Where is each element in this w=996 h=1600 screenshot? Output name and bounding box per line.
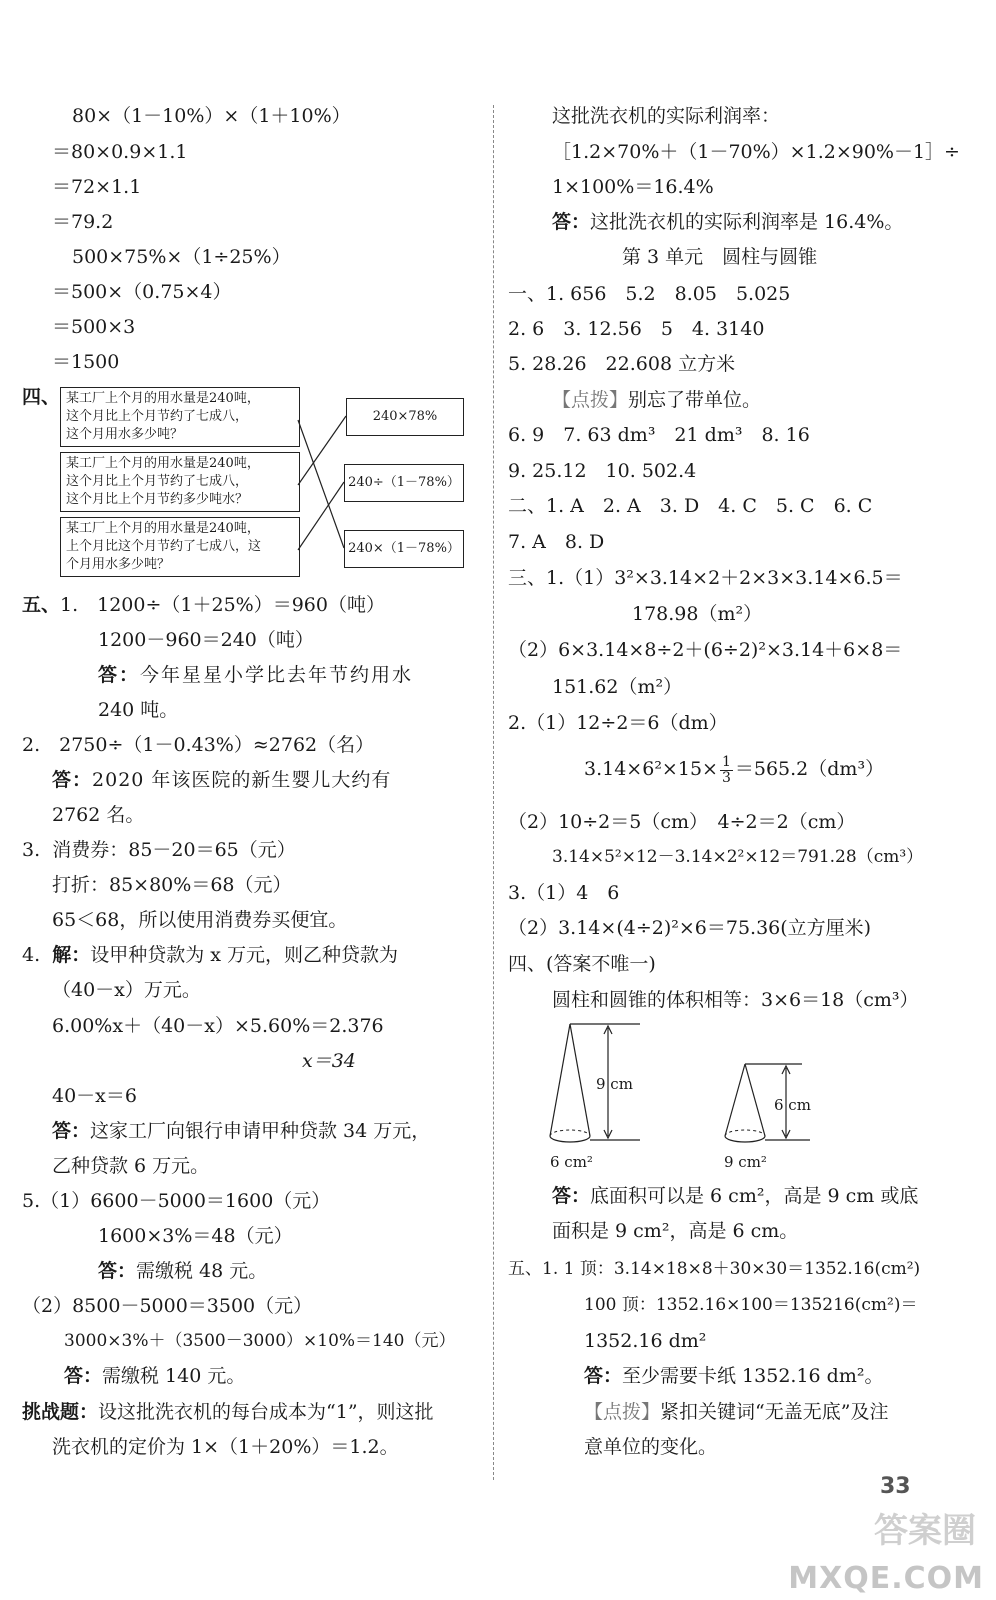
answer-line: 1200－960＝240（吨） [98, 629, 314, 651]
watermark: MXQE.COM [788, 1561, 984, 1596]
answer-line: 40－x＝6 [52, 1085, 137, 1107]
watermark-cn: 答案圈 [874, 1511, 976, 1551]
cone-base-label: 9 cm² [724, 1153, 767, 1171]
answer-line: 答：这家工厂向银行申请甲种贷款 34 万元， [52, 1120, 431, 1142]
answer-line: 一、1. 656 5.2 8.05 5.025 [508, 283, 791, 305]
match-question-box: 某工厂上个月的用水量是240吨， 这个月比上个月节约了七成八， 这个月比上个月节约多少吨水？ [60, 452, 300, 512]
answer-line: （2）6×3.14×8÷2＋(6÷2)²×3.14＋6×8＝ [508, 639, 903, 661]
answer-line: 100 顶：1352.16×100＝135216(cm²)＝ [584, 1295, 918, 1315]
answer-line: 乙种贷款 6 万元。 [52, 1155, 210, 1177]
answer-line: 五、1. 1 顶：3.14×18×8＋30×30＝1352.16(cm²) [508, 1259, 921, 1279]
match-answer-box: 240÷（1－78%） [344, 464, 464, 502]
answer-line: 打折：85×80%＝68（元） [52, 874, 292, 896]
answer-line: 1. 1200÷（1＋25%）＝960（吨） [60, 594, 385, 616]
answer-line: 6.00%x＋（40－x）×5.60%＝2.376 [52, 1015, 384, 1037]
answer-line: 1×100%＝16.4% [552, 176, 714, 198]
answer-line: 二、1. A 2. A 3. D 4. C 5. C 6. C [508, 495, 873, 517]
calc-line: ＝79.2 [52, 211, 114, 233]
answer-line: 【点拨】别忘了带单位。 [552, 389, 762, 411]
answer-line: 答：底面积可以是 6 cm²，高是 9 cm 或底 [552, 1185, 919, 1207]
calc-line: ＝80×0.9×1.1 [52, 141, 188, 163]
answer-line: 四、(答案不唯一) [508, 953, 656, 975]
answer-line: 1600×3%＝48（元） [98, 1225, 293, 1247]
match-line [298, 416, 346, 485]
section-label: 五、 [22, 594, 61, 616]
answer-line: 9. 25.12 10. 502.4 [508, 460, 697, 482]
answer-line: （40－x）万元。 [52, 979, 201, 1001]
match-line [298, 482, 344, 550]
calc-line: ＝1500 [52, 351, 120, 373]
answer-line: 3.（1）4 6 [508, 882, 620, 904]
answer-line: 6. 9 7. 63 dm³ 21 dm³ 8. 16 [508, 424, 810, 446]
answer-line: 3. 消费券：85－20＝65（元） [22, 839, 296, 861]
answer-line: 这批洗衣机的实际利润率： [552, 105, 781, 127]
answer-line: 答：至少需要卡纸 1352.16 dm²。 [584, 1365, 884, 1387]
answer-line: 5.（1）6600－5000＝1600（元） [22, 1190, 331, 1212]
answer-line: （2）8500－5000＝3500（元） [22, 1295, 313, 1317]
answer-line: 【点拨】紧扣关键词“无盖无底”及注 [584, 1401, 889, 1423]
cone-base-label: 6 cm² [550, 1153, 593, 1171]
answer-line: 151.62（m²） [552, 676, 683, 698]
answer-line: 挑战题：设这批洗衣机的每台成本为“1”，则这批 [22, 1401, 434, 1423]
unit-title: 第 3 单元 圆柱与圆锥 [622, 246, 818, 268]
fraction: $\frac{1}{3}$ [721, 753, 731, 786]
calc-line: ＝72×1.1 [52, 176, 142, 198]
answer-line: 洗衣机的定价为 1×（1＋20%）＝1.2。 [52, 1436, 399, 1458]
page-number: 33 [880, 1474, 911, 1499]
answer-line: 答：需缴税 140 元。 [64, 1365, 246, 1387]
answer-line: 答：2020 年该医院的新生婴儿大约有 [52, 769, 392, 791]
answer-line: 圆柱和圆锥的体积相等：3×6＝18（cm³） [552, 989, 919, 1011]
calc-line: 80×（1－10%）×（1＋10%） [72, 105, 351, 127]
answer-line: 1352.16 dm² [584, 1330, 707, 1352]
answer-line: 178.98（m²） [632, 603, 763, 625]
match-answer-box: 240×（1－78%） [344, 530, 464, 568]
answer-line: 意单位的变化。 [584, 1436, 718, 1458]
answer-line: 答：今年星星小学比去年节约用水 [98, 664, 414, 686]
match-answer-box: 240×78% [346, 398, 464, 436]
answer-line: 2.（1）12÷2＝6（dm） [508, 712, 728, 734]
answer-line: 2. 6 3. 12.56 5 4. 3140 [508, 318, 765, 340]
answer-line: 3.14×6²×15× $\frac{1}{3}$ ＝565.2（dm³） [584, 753, 885, 786]
answer-line: 3000×3%＋（3500－3000）×10%＝140（元） [64, 1331, 456, 1351]
cone-height-label: 6 cm [774, 1096, 811, 1114]
calc-line: 500×75%×（1÷25%） [72, 246, 291, 268]
answer-line: 三、1.（1）3²×3.14×2＋2×3×3.14×6.5＝ [508, 567, 903, 589]
answer-line: 65＜68，所以使用消费券买便宜。 [52, 909, 348, 931]
answer-line: （2）3.14×(4÷2)²×6＝75.36(立方厘米) [508, 917, 872, 939]
calc-line: ＝500×（0.75×4） [52, 281, 232, 303]
answer-line: 3.14×5²×12－3.14×2²×12＝791.28（cm³） [552, 847, 924, 867]
answer-line: 面积是 9 cm²，高是 6 cm。 [552, 1220, 799, 1242]
answer-line: 2. 2750÷（1－0.43%）≈2762（名） [22, 734, 375, 756]
match-question-box: 某工厂上个月的用水量是240吨， 上个月比这个月节约了七成八，这 个月用水多少吨？ [60, 517, 300, 577]
answer-line: 4. 解：设甲种贷款为 x 万元，则乙种贷款为 [22, 944, 399, 966]
match-line [298, 420, 344, 548]
answer-line: 答：需缴税 48 元。 [98, 1260, 268, 1282]
section-label: 四、 [22, 386, 61, 408]
answer-line: x＝34 [302, 1050, 356, 1072]
answer-line: 答：这批洗衣机的实际利润率是 16.4%。 [552, 211, 904, 233]
answer-line: ［1.2×70%＋（1－70%）×1.2×90%－1］÷ [552, 141, 960, 163]
answer-line: 7. A 8. D [508, 531, 605, 553]
match-question-box: 某工厂上个月的用水量是240吨， 这个月比上个月节约了七成八， 这个月用水多少吨？ [60, 387, 300, 447]
answer-line: 5. 28.26 22.608 立方米 [508, 353, 736, 375]
calc-line: ＝500×3 [52, 316, 136, 338]
answer-line: 240 吨。 [98, 699, 179, 721]
answer-line: （2）10÷2＝5（cm） 4÷2＝2（cm） [508, 811, 856, 833]
answer-line: 2762 名。 [52, 804, 145, 826]
cone-height-label: 9 cm [596, 1075, 633, 1093]
